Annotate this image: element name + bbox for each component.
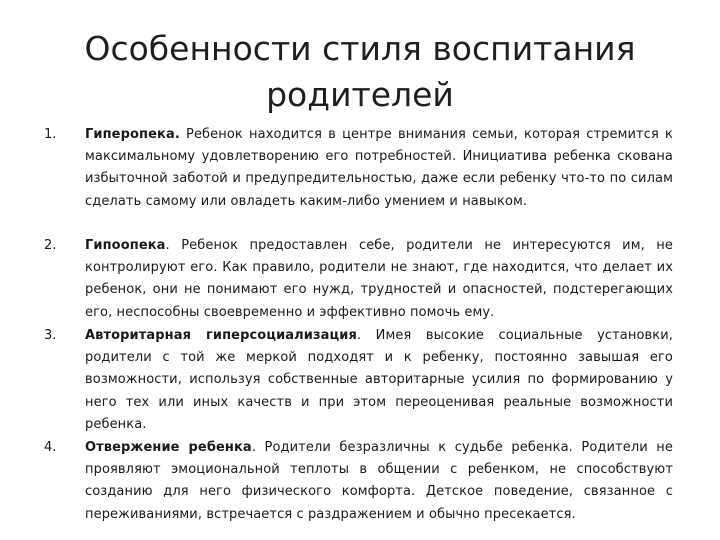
list-item-description: Имея высокие социальные установки, родители с той же меркой подходят и к ребенку, постоянно завышая его возможности, используя собственные авторитарные усилия по формированию у него тех или иных качеств и при этом переоценивая реальные возможности ребенка. (85, 328, 673, 432)
list-item-term-separator: . (356, 328, 362, 343)
list-item-term-separator: . (174, 127, 180, 142)
list-item-number: 3. (44, 328, 57, 343)
list-item-term-separator: . (165, 238, 170, 253)
list-item-description: Ребенок предоставлен себе, родители не интересуются им, не контролируют его. Как правило, родители не знают, где находится, что делает их ребенок, они не понимают его нужд, трудностей и опасностей, подстерегающих его, неспособны своевременно и эффективно помочь ему. (85, 238, 673, 320)
list-item-term: Авторитарная гиперсоциализация (85, 328, 357, 343)
list-item-description: Родители безразличны к судьбе ребенка. Родители не проявляют эмоциональной теплоты в общении с ребенком, не способствуют созданию для него физического комфорта. Детское поведение, связанное с переживаниями, встречается с раздражением и обычно пресекается. (85, 440, 673, 522)
list-item-text (85, 235, 673, 324)
title-line-1: Особенности стиля воспитания (84, 29, 636, 68)
list-item-text (85, 437, 673, 526)
list-item-number: 2. (44, 238, 57, 253)
list-item-number: 1. (44, 127, 57, 142)
list-item-text (85, 124, 673, 213)
list-item-term: Гиперопека (85, 127, 175, 142)
title-line-2: родителей (266, 75, 454, 114)
list-item-term: Отвержение ребенка (85, 440, 252, 455)
slide-title (70, 26, 650, 118)
list-item-description: Ребенок находится в центре внимания семьи, которая стремится к максимальному удовлетворению его потребностей. Инициатива ребенка скована избыточной заботой и предупредительностью, даже если ребенку что-то по силам сделать самому или овладеть каким-либо умением и навыком. (85, 127, 673, 209)
list-item-term: Гипоопека (85, 238, 166, 253)
list-item-text (85, 325, 673, 436)
list-item-number: 4. (44, 440, 57, 455)
list-item-term-separator: . (251, 440, 257, 455)
